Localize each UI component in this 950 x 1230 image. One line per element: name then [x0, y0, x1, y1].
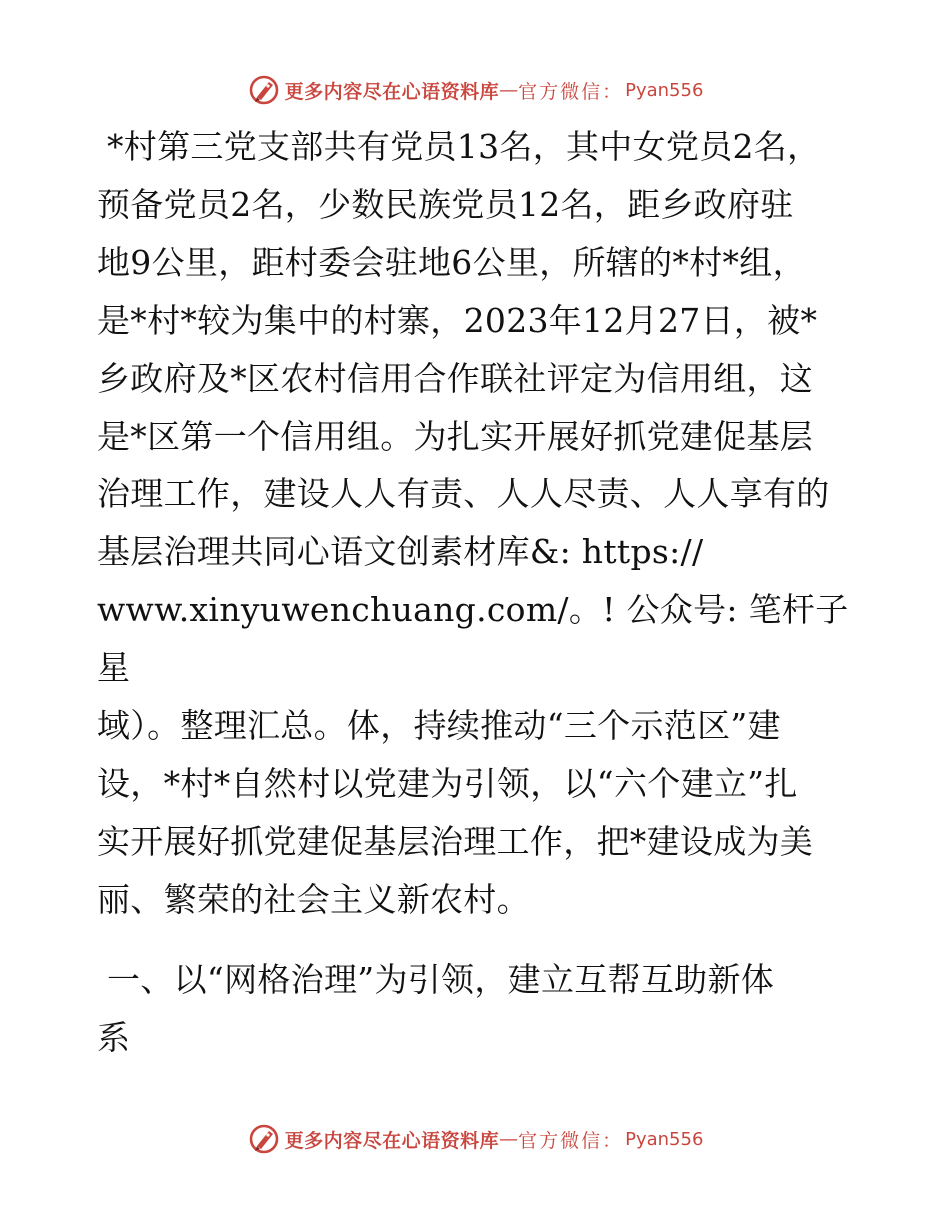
banner-wechat-label: 官方微信：: [518, 1129, 624, 1152]
body-paragraph: *村第三党支部共有党员13名，其中女党员2名， 预备党员2名，少数民族党员12名，距乡政府驻 地9公里，距村委会驻地6公里，所辖的*村*组， 是*村*较为集中的村寨，2023年12月27日，被* 乡政府及*区农村信用合作联社评定为信用组，这 是*区第一个信用组。为扎实开展好抓党建促基层 治理工作，建设人人有责、人人尽责、人人享有的 基层治理共同心语文创素材库&: https:// www.xinyuwenchuang.com/。! 公众号: 笔杆子星 域）。整理汇总。体，持续推动“三个示范区”建 设，*村*自然村以党建为引领，以“六个建立”扎 实开展好抓党建促基层治理工作，把*建设成为美 丽、繁荣的社会主义新农村。: [97, 127, 849, 919]
banner-main-text: 更多内容尽在心语资料库: [284, 80, 500, 103]
footer-watermark-banner: [0, 1119, 950, 1159]
section-heading: 一、以“网格治理”为引领，建立互帮互助新体 系: [97, 959, 775, 1057]
banner-main-text: 更多内容尽在心语资料库: [284, 1129, 500, 1152]
banner-wechat-id: Pyan556: [625, 1128, 704, 1150]
header-watermark-banner: [0, 70, 950, 110]
banner-dash: —: [499, 1128, 519, 1150]
banner-wechat-label: 官方微信：: [518, 80, 624, 103]
pen-nib-logo-icon: [247, 73, 281, 107]
banner-wechat-id: Pyan556: [625, 79, 704, 101]
pen-nib-logo-icon: [247, 1122, 281, 1156]
banner-dash: —: [499, 79, 519, 101]
document-body: [97, 118, 867, 1067]
